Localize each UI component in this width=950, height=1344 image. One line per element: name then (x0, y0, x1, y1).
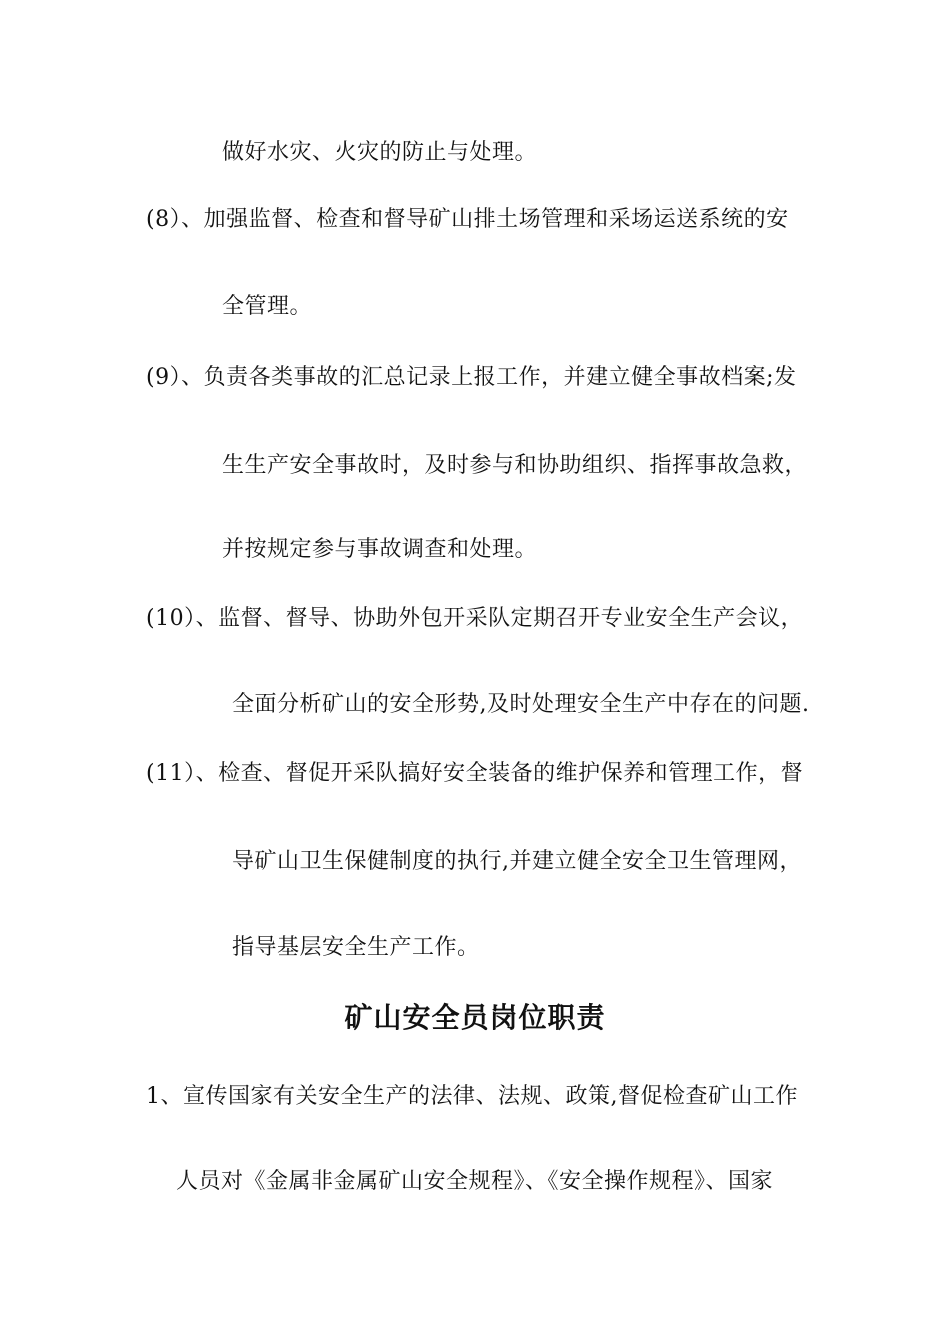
text-line: 全管理。 (222, 294, 313, 319)
list-item-1: 1、宣传国家有关安全生产的法律、法规、政策,督促检查矿山工作 (146, 1084, 798, 1109)
list-item-11: (11）、检查、督促开采队搞好安全装备的维护保养和管理工作，督 (146, 761, 804, 786)
text-line: 做好水灾、火灾的防止与处理。 (222, 140, 538, 165)
list-item-10: (10）、监督、督导、协助外包开采队定期召开专业安全生产会议， (146, 606, 804, 631)
list-item-8: (8）、加强监督、检查和督导矿山排土场管理和采场运送系统的安 (146, 207, 789, 232)
list-item-9: (9）、负责各类事故的汇总记录上报工作，并建立健全事故档案;发 (146, 365, 797, 390)
text-line: 指导基层安全生产工作。 (232, 935, 480, 960)
text-line: 并按规定参与事故调查和处理。 (222, 537, 538, 562)
section-title: 矿山安全员岗位职责 (344, 1001, 606, 1034)
text-line: 全面分析矿山的安全形势,及时处理安全生产中存在的问题. (232, 692, 810, 717)
text-line: 生生产安全事故时，及时参与和协助组织、指挥事故急救， (222, 453, 808, 478)
text-line: 导矿山卫生保健制度的执行,并建立健全安全卫生管理网， (232, 849, 802, 874)
text-line: 人员对《金属非金属矿山安全规程》、《安全操作规程》、国家 (176, 1169, 774, 1194)
